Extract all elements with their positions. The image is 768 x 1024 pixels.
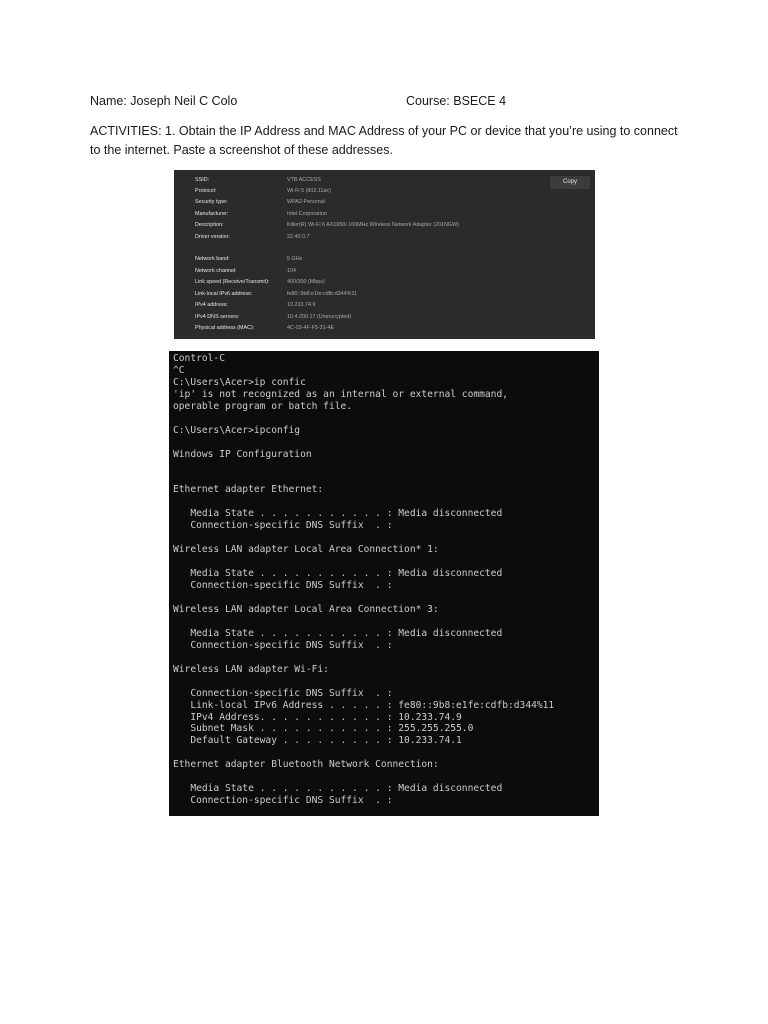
network-property-value: 10.4.200.17 (Unencrypted): [287, 314, 352, 320]
terminal-line: Connection-specific DNS Suffix . :: [173, 639, 393, 651]
network-property-row: [195, 209, 575, 220]
terminal-line: Media State . . . . . . . . . . . : Media disconnected: [173, 508, 503, 520]
network-property-row: [195, 254, 575, 265]
network-property-row: [195, 300, 575, 311]
network-property-row: [195, 220, 575, 231]
terminal-line: Wireless LAN adapter Wi-Fi:: [173, 663, 329, 675]
command-prompt-screenshot: [169, 351, 599, 816]
network-property-value: 22.40.0.7: [287, 234, 310, 240]
network-property-row: [195, 232, 575, 243]
network-property-label: Network band:: [195, 256, 230, 262]
network-property-row: [195, 323, 575, 334]
terminal-line: Media State . . . . . . . . . . . : Media disconnected: [173, 568, 503, 580]
network-property-row: [195, 175, 575, 186]
network-property-label: IPv4 address:: [195, 302, 228, 308]
terminal-line: Wireless LAN adapter Local Area Connection* 3:: [173, 603, 439, 615]
network-property-label: Security type:: [195, 199, 228, 205]
terminal-line: IPv4 Address. . . . . . . . . . . : 10.233.74.9: [173, 711, 462, 723]
network-property-label: Protocol:: [195, 188, 217, 194]
network-property-label: Link-local IPv6 address:: [195, 291, 253, 297]
network-property-label: SSID:: [195, 177, 210, 183]
network-property-label: Link speed (Receive/Transmit):: [195, 279, 270, 285]
network-property-value: 5 GHz: [287, 256, 303, 262]
network-property-value: fe80::9b8:e1fe:cdfb:d344%11: [287, 291, 358, 297]
network-property-value: Wi-Fi 5 (802.11ac): [287, 188, 331, 194]
terminal-line: Connection-specific DNS Suffix . :: [173, 687, 393, 699]
terminal-line: Connection-specific DNS Suffix . :: [173, 520, 393, 532]
network-property-row: [195, 266, 575, 277]
terminal-line: Media State . . . . . . . . . . . : Media disconnected: [173, 627, 503, 639]
network-property-value: VTB ACCESS: [287, 177, 321, 183]
network-property-label: Description:: [195, 222, 224, 228]
terminal-line: Media State . . . . . . . . . . . : Media disconnected: [173, 783, 503, 795]
network-property-value: WPA2-Personal: [287, 199, 325, 205]
network-property-value: Intel Corporation: [287, 211, 327, 217]
terminal-line: 'ip' is not recognized as an internal or external command,: [173, 388, 509, 400]
network-property-label: Driver version:: [195, 234, 230, 240]
terminal-line: Control-C: [173, 353, 225, 364]
network-properties-screenshot: [174, 170, 595, 339]
activity-instructions: ACTIVITIES: 1. Obtain the IP Address and MAC Address of your PC or device that you’re using to connect to the internet. Paste a screenshot of these addresses.: [90, 124, 678, 157]
terminal-line: Ethernet adapter Ethernet:: [173, 484, 324, 496]
network-property-label: Manufacturer:: [195, 211, 229, 217]
terminal-line: Connection-specific DNS Suffix . :: [173, 580, 393, 592]
terminal-line: ^C: [173, 364, 185, 376]
terminal-line: C:\Users\Acer>ip confic: [173, 376, 306, 388]
network-property-row: [195, 289, 575, 300]
network-property-row: [195, 197, 575, 208]
network-property-label: IPv4 DNS servers:: [195, 314, 240, 320]
terminal-line: Windows IP Configuration: [173, 448, 312, 460]
network-property-value: 104: [287, 268, 296, 274]
network-property-value: Killer(R) Wi-Fi 6 AX1650i 160MHz Wireless Network Adapter (201NGW): [287, 222, 459, 228]
network-property-value: 4C-03-4F-F5-31-4E: [287, 325, 335, 331]
terminal-line: Connection-specific DNS Suffix . :: [173, 795, 393, 807]
course-label: Course: BSECE 4: [406, 94, 507, 108]
terminal-line: Ethernet adapter Bluetooth Network Connection:: [173, 759, 439, 771]
copy-button[interactable]: Copy: [550, 176, 590, 189]
network-property-value: 10.233.74.9: [287, 302, 316, 308]
network-property-value: 400/300 (Mbps): [287, 279, 325, 285]
terminal-line: operable program or batch file.: [173, 400, 353, 412]
terminal-line: Link-local IPv6 Address . . . . . : fe80::9b8:e1fe:cdfb:d344%11: [173, 699, 555, 711]
terminal-line: Default Gateway . . . . . . . . . : 10.233.74.1: [173, 735, 462, 747]
network-property-label: Network channel:: [195, 268, 237, 274]
terminal-line: Wireless LAN adapter Local Area Connection* 1:: [173, 544, 439, 556]
terminal-line: Subnet Mask . . . . . . . . . . . : 255.255.255.0: [173, 723, 474, 735]
student-name: Name: Joseph Neil C Colo: [90, 94, 238, 108]
terminal-line: C:\Users\Acer>ipconfig: [173, 424, 301, 436]
network-property-row: [195, 312, 575, 323]
network-property-row: [195, 186, 575, 197]
network-property-label: Physical address (MAC):: [195, 325, 255, 331]
network-property-row: [195, 277, 575, 288]
